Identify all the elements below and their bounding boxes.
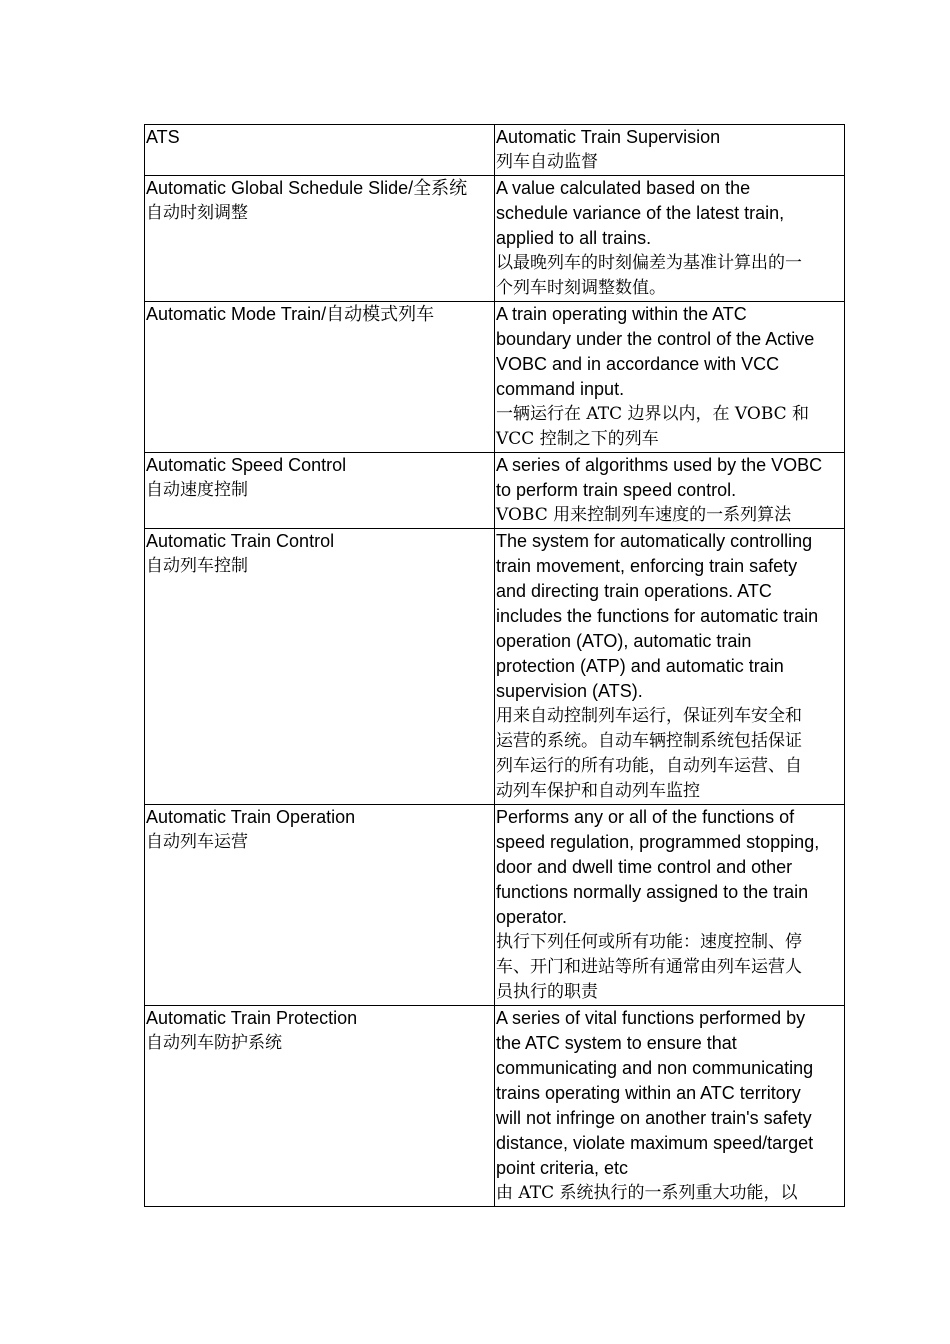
definition-english-text: operation (ATO), automatic train [496, 631, 752, 651]
term-text: Automatic Train Protection [146, 1008, 358, 1028]
glossary-row [145, 302, 845, 453]
definition-cell [495, 176, 845, 302]
glossary-row [145, 453, 845, 529]
definition-chinese-text: 运营的系统。自动车辆控制系统包括保证 [496, 731, 802, 751]
term-text: 自动列车运营 [146, 832, 248, 852]
glossary-table [144, 124, 845, 1207]
definition-chinese-text: 列车自动监督 [496, 152, 598, 172]
definition-chinese-text: 执行下列任何或所有功能：速度控制、停 [496, 932, 802, 952]
definition-english-text: to perform train speed control. [496, 480, 737, 500]
definition-english-text: command input. [496, 379, 625, 399]
term-cell [145, 302, 495, 453]
definition-cell [495, 302, 845, 453]
definition-chinese-text: VCC 控制之下的列车 [496, 429, 659, 449]
term-cell [145, 529, 495, 805]
definition-cell [495, 1006, 845, 1207]
term-text: 自动列车控制 [146, 556, 248, 576]
definition-english-text: The system for automatically controlling [496, 531, 813, 551]
term-cell [145, 125, 495, 176]
definition-english-text: operator. [496, 907, 568, 927]
definition-english-text: A series of algorithms used by the VOBC [496, 455, 823, 475]
definition-english-text: applied to all trains. [496, 228, 652, 248]
term-text: Automatic Mode Train/自动模式列车 [146, 304, 435, 324]
definition-english-text: distance, violate maximum speed/target [496, 1133, 814, 1153]
definition-english-text: Automatic Train Supervision [496, 127, 721, 147]
definition-chinese-text: 列车运行的所有功能，自动列车运营、自 [496, 756, 802, 776]
term-text: Automatic Global Schedule Slide/全系统 [146, 178, 468, 198]
term-text: Automatic Speed Control [146, 455, 347, 475]
definition-english-text: point criteria, etc [496, 1158, 629, 1178]
definition-english-text: includes the functions for automatic train [496, 606, 819, 626]
definition-cell [495, 125, 845, 176]
definition-english-text: communicating and non communicating [496, 1058, 814, 1078]
definition-english-text: A train operating within the ATC [496, 304, 747, 324]
definition-english-text: speed regulation, programmed stopping, [496, 832, 820, 852]
definition-english-text: A series of vital functions performed by [496, 1008, 806, 1028]
definition-chinese-text: 以最晚列车的时刻偏差为基准计算出的一 [496, 253, 802, 273]
definition-chinese-text: 一辆运行在 ATC 边界以内，在 VOBC 和 [496, 404, 810, 424]
definition-cell [495, 805, 845, 1006]
definition-cell [495, 453, 845, 529]
term-text: Automatic Train Control [146, 531, 335, 551]
definition-english-text: the ATC system to ensure that [496, 1033, 737, 1053]
term-cell [145, 453, 495, 529]
glossary-table-body [145, 125, 845, 1207]
term-text: Automatic Train Operation [146, 807, 356, 827]
term-text: 自动列车防护系统 [146, 1033, 282, 1053]
glossary-row [145, 176, 845, 302]
glossary-row [145, 1006, 845, 1207]
definition-english-text: schedule variance of the latest train, [496, 203, 785, 223]
glossary-row [145, 529, 845, 805]
definition-english-text: Performs any or all of the functions of [496, 807, 795, 827]
definition-english-text: VOBC and in accordance with VCC [496, 354, 780, 374]
definition-english-text: A value calculated based on the [496, 178, 751, 198]
definition-english-text: trains operating within an ATC territory [496, 1083, 801, 1103]
glossary-row [145, 805, 845, 1006]
definition-english-text: protection (ATP) and automatic train [496, 656, 784, 676]
definition-chinese-text: 车、开门和进站等所有通常由列车运营人 [496, 957, 802, 977]
definition-chinese-text: 动列车保护和自动列车监控 [496, 781, 700, 801]
glossary-row [145, 125, 845, 176]
definition-english-text: boundary under the control of the Active [496, 329, 815, 349]
definition-cell [495, 529, 845, 805]
definition-english-text: train movement, enforcing train safety [496, 556, 798, 576]
term-text: ATS [146, 127, 180, 147]
definition-chinese-text: VOBC 用来控制列车速度的一系列算法 [496, 505, 792, 525]
definition-english-text: functions normally assigned to the train [496, 882, 809, 902]
definition-chinese-text: 由 ATC 系统执行的一系列重大功能，以 [496, 1183, 798, 1203]
definition-english-text: will not infringe on another train's safety [496, 1108, 812, 1128]
definition-chinese-text: 员执行的职责 [496, 982, 598, 1002]
definition-english-text: supervision (ATS). [496, 681, 643, 701]
definition-chinese-text: 个列车时刻调整数值。 [496, 278, 666, 298]
term-cell [145, 1006, 495, 1207]
term-text: 自动速度控制 [146, 480, 248, 500]
term-cell [145, 805, 495, 1006]
definition-chinese-text: 用来自动控制列车运行，保证列车安全和 [496, 706, 802, 726]
definition-english-text: and directing train operations. ATC [496, 581, 772, 601]
term-cell [145, 176, 495, 302]
definition-english-text: door and dwell time control and other [496, 857, 793, 877]
term-text: 自动时刻调整 [146, 203, 248, 223]
